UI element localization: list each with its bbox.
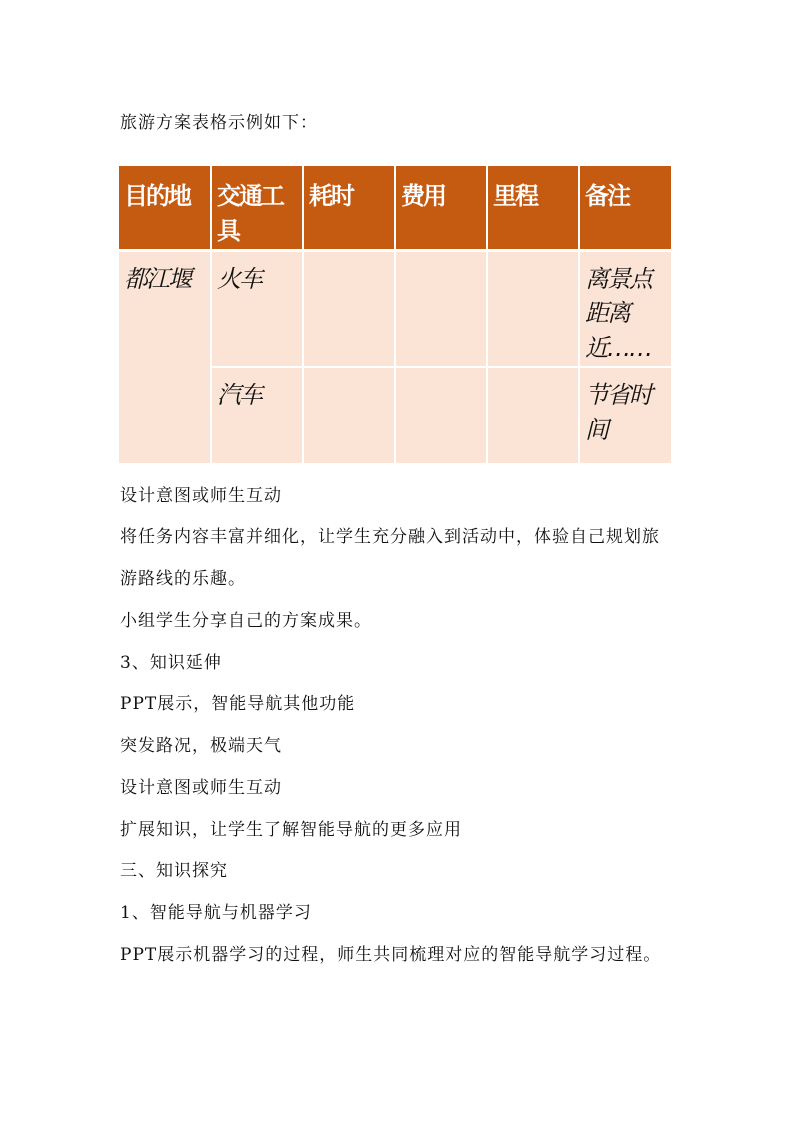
paragraph: 游路线的乐趣。 — [120, 569, 246, 589]
intro-text: 旅游方案表格示例如下： — [120, 113, 318, 133]
paragraph: 突发路况，极端天气 — [120, 736, 282, 756]
header-note: 备注 — [579, 166, 671, 250]
travel-plan-table — [119, 166, 671, 465]
header-distance: 里程 — [487, 166, 579, 250]
cell-cost — [395, 250, 487, 367]
header-destination: 目的地 — [119, 166, 211, 250]
paragraph: 设计意图或师生互动 — [120, 486, 282, 506]
header-time: 耗时 — [303, 166, 395, 250]
header-cost: 费用 — [395, 166, 487, 250]
cell-transport: 火车 — [211, 250, 303, 367]
paragraph: 扩展知识，让学生了解智能导航的更多应用 — [120, 820, 462, 840]
cell-time — [303, 250, 395, 367]
section-heading: 三、知识探究 — [120, 861, 228, 881]
paragraph: PPT展示机器学习的过程，师生共同梳理对应的智能导航学习过程。 — [120, 945, 662, 965]
cell-distance — [487, 367, 579, 464]
cell-time — [303, 367, 395, 464]
cell-destination: 都江堰 — [119, 250, 211, 464]
table-row — [119, 250, 671, 367]
cell-cost — [395, 367, 487, 464]
section-heading: 1、智能导航与机器学习 — [120, 903, 312, 923]
paragraph: 设计意图或师生互动 — [120, 778, 282, 798]
paragraph: 小组学生分享自己的方案成果。 — [120, 611, 372, 631]
paragraph: PPT展示，智能导航其他功能 — [120, 694, 356, 714]
cell-note: 节省时间 — [579, 367, 671, 464]
section-heading: 3、知识延伸 — [120, 653, 222, 673]
header-transport: 交通工具 — [211, 166, 303, 250]
paragraph: 将任务内容丰富并细化，让学生充分融入到活动中，体验自己规划旅 — [120, 527, 660, 547]
cell-note: 离景点距离近…… — [579, 250, 671, 367]
cell-distance — [487, 250, 579, 367]
cell-transport: 汽车 — [211, 367, 303, 464]
table-header-row — [119, 166, 671, 250]
